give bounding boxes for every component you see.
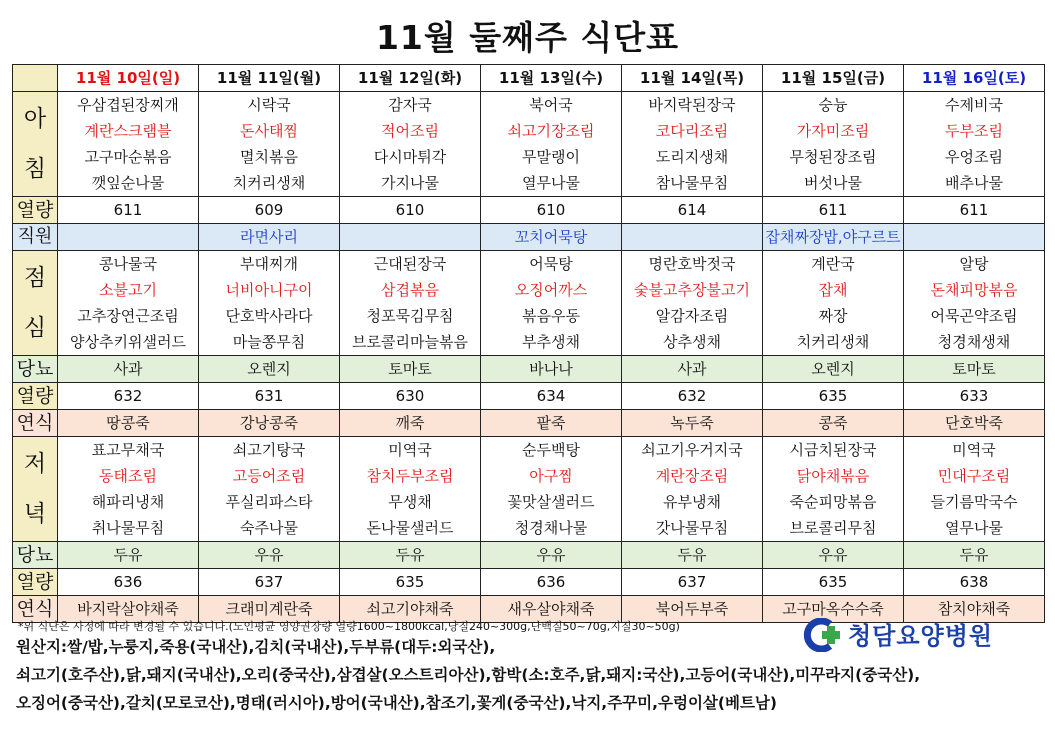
menu-item: 쇠고기장조림 — [507, 122, 595, 140]
breakfast-kcal-row-label: 열량 — [13, 197, 58, 224]
menu-item: 북어국 — [529, 96, 573, 114]
breakfast-kcal-row — [13, 197, 1045, 224]
menu-item: 순두백탕 — [522, 441, 580, 459]
menu-item: 우엉조림 — [945, 148, 1003, 166]
day-header: 11월 15일(금) — [763, 65, 904, 92]
kcal-value: 636 — [58, 569, 199, 596]
lunch-soft-row — [13, 410, 1045, 437]
hospital-logo — [800, 618, 1040, 652]
menu-item: 고등어조림 — [232, 467, 306, 485]
origin-line-1: 원산지:쌀/밥,누룽지,죽용(국내산),김치(국내산),두부류(대두:외국산), — [16, 638, 496, 656]
lunch-row-label: 점 심 — [13, 251, 58, 356]
diabetic-item: 오렌지 — [199, 356, 340, 383]
diabetic-item: 우유 — [763, 542, 904, 569]
kcal-value: 632 — [58, 383, 199, 410]
menu-item: 오징어까스 — [514, 281, 588, 299]
meal-cell — [58, 251, 199, 356]
hospital-name: 청담요양병원 — [848, 622, 994, 650]
menu-item: 멸치볶음 — [240, 148, 298, 166]
menu-item: 계란국 — [811, 255, 855, 273]
menu-item: 참나물무침 — [655, 174, 729, 192]
diabetic-item: 토마토 — [340, 356, 481, 383]
soft-item: 콩죽 — [763, 410, 904, 437]
soft-item: 팥죽 — [481, 410, 622, 437]
diabetic-item: 두유 — [904, 542, 1045, 569]
staff-item — [904, 224, 1045, 251]
menu-item: 근대된장국 — [373, 255, 447, 273]
menu-item: 명란호박젓국 — [648, 255, 736, 273]
diabetic-item: 사과 — [58, 356, 199, 383]
menu-item: 삼겹볶음 — [381, 281, 439, 299]
menu-item: 열무나물 — [945, 519, 1003, 537]
staff-item — [340, 224, 481, 251]
menu-item: 표고무채국 — [91, 441, 165, 459]
kcal-value: 632 — [622, 383, 763, 410]
meal-cell — [763, 437, 904, 542]
menu-item: 청포묵김무침 — [366, 307, 454, 325]
menu-item: 마늘쫑무침 — [232, 333, 306, 351]
diabetic-item: 오렌지 — [763, 356, 904, 383]
dinner-row — [13, 437, 1045, 542]
soft-item: 단호박죽 — [904, 410, 1045, 437]
menu-item: 부대찌개 — [240, 255, 298, 273]
menu-item: 무청된장조림 — [789, 148, 877, 166]
kcal-value: 638 — [904, 569, 1045, 596]
menu-item: 양상추키위샐러드 — [70, 333, 186, 351]
menu-item: 미역국 — [952, 441, 996, 459]
kcal-value: 631 — [199, 383, 340, 410]
kcal-value: 614 — [622, 197, 763, 224]
menu-item: 청경채생채 — [937, 333, 1011, 351]
staff-row-label: 직원 — [13, 224, 58, 251]
meal-cell — [904, 251, 1045, 356]
dinner-diabetic-row-label: 당뇨 — [13, 542, 58, 569]
menu-item: 돈사태찜 — [240, 122, 298, 140]
dinner-kcal-row-label: 열량 — [13, 569, 58, 596]
meal-cell — [58, 437, 199, 542]
kcal-value: 611 — [763, 197, 904, 224]
menu-item: 해파리냉채 — [91, 493, 165, 511]
diabetic-item: 두유 — [340, 542, 481, 569]
nutrition-note: *위 식단은 사정에 따라 변경될 수 있습니다.(노인평균 영양권장량 열량1600~1800kcal,당질240~300g,단백질50~70g,지질30~50g) — [18, 620, 680, 633]
kcal-value: 634 — [481, 383, 622, 410]
diabetic-item: 두유 — [622, 542, 763, 569]
meal-cell — [622, 437, 763, 542]
menu-item: 아구찜 — [529, 467, 573, 485]
kcal-value: 610 — [340, 197, 481, 224]
menu-item: 버섯나물 — [804, 174, 862, 192]
menu-item: 알감자조림 — [655, 307, 729, 325]
meal-cell — [622, 92, 763, 197]
menu-item: 두부조림 — [945, 122, 1003, 140]
menu-item: 브로콜리무침 — [789, 519, 877, 537]
menu-item: 참치두부조림 — [366, 467, 454, 485]
soft-item: 고구마옥수수죽 — [763, 596, 904, 623]
day-header: 11월 16일(토) — [904, 65, 1045, 92]
soft-item: 바지락살야채죽 — [58, 596, 199, 623]
soft-item: 깨죽 — [340, 410, 481, 437]
diabetic-item: 우유 — [481, 542, 622, 569]
staff-row — [13, 224, 1045, 251]
menu-item: 계란장조림 — [655, 467, 729, 485]
kcal-value: 611 — [904, 197, 1045, 224]
dinner-kcal-row — [13, 569, 1045, 596]
menu-item: 고추장연근조림 — [77, 307, 179, 325]
menu-item: 유부냉채 — [663, 493, 721, 511]
menu-item: 코다리조림 — [655, 122, 729, 140]
menu-item: 취나물무침 — [91, 519, 165, 537]
meal-cell — [904, 92, 1045, 197]
menu-item: 소불고기 — [99, 281, 157, 299]
diabetic-item: 바나나 — [481, 356, 622, 383]
menu-item: 적어조림 — [381, 122, 439, 140]
meal-cell — [904, 437, 1045, 542]
menu-item: 치커리생채 — [232, 174, 306, 192]
menu-item: 바지락된장국 — [648, 96, 736, 114]
kcal-value: 609 — [199, 197, 340, 224]
meal-cell — [481, 92, 622, 197]
meal-cell — [622, 251, 763, 356]
staff-item: 꼬치어묵탕 — [481, 224, 622, 251]
day-header: 11월 11일(월) — [199, 65, 340, 92]
menu-item: 닭야채볶음 — [796, 467, 870, 485]
menu-item: 콩나물국 — [99, 255, 157, 273]
menu-item: 민대구조림 — [937, 467, 1011, 485]
soft-item: 참치야채죽 — [904, 596, 1045, 623]
kcal-value: 635 — [763, 569, 904, 596]
menu-item: 배추나물 — [945, 174, 1003, 192]
menu-item: 들기름막국수 — [930, 493, 1018, 511]
staff-item — [58, 224, 199, 251]
diabetic-item: 두유 — [58, 542, 199, 569]
meal-cell — [340, 92, 481, 197]
hospital-logo-icon — [800, 618, 844, 652]
kcal-value: 635 — [763, 383, 904, 410]
menu-item: 갓나물무침 — [655, 519, 729, 537]
meal-cell — [763, 251, 904, 356]
menu-item: 고구마순볶음 — [84, 148, 172, 166]
menu-item: 브로콜리마늘볶음 — [352, 333, 468, 351]
soft-item: 녹두죽 — [622, 410, 763, 437]
menu-item: 무생채 — [388, 493, 432, 511]
meal-cell — [199, 92, 340, 197]
menu-item: 감자국 — [388, 96, 432, 114]
dinner-diabetic-row — [13, 542, 1045, 569]
meal-cell — [481, 251, 622, 356]
lunch-diabetic-row — [13, 356, 1045, 383]
kcal-value: 636 — [481, 569, 622, 596]
meal-cell — [58, 92, 199, 197]
menu-item: 쇠고기우거지국 — [641, 441, 743, 459]
menu-item: 푸실리파스타 — [225, 493, 313, 511]
menu-item: 돈나물샐러드 — [366, 519, 454, 537]
lunch-diabetic-row-label: 당뇨 — [13, 356, 58, 383]
menu-item: 가자미조림 — [796, 122, 870, 140]
meal-cell — [340, 251, 481, 356]
lunch-kcal-row-label: 열량 — [13, 383, 58, 410]
menu-item: 도리지생채 — [655, 148, 729, 166]
menu-item: 짜장 — [818, 307, 848, 325]
kcal-value: 610 — [481, 197, 622, 224]
menu-item: 볶음우동 — [522, 307, 580, 325]
kcal-value: 633 — [904, 383, 1045, 410]
menu-item: 가지나물 — [381, 174, 439, 192]
menu-item: 시금치된장국 — [789, 441, 877, 459]
origin-line-2: 쇠고기(호주산),닭,돼지(국내산),오리(중국산),삼겹살(오스트리아산),함박(소:호주,닭,돼지:국산),고등어(국내산),미꾸라지(중국산), — [16, 666, 921, 684]
diabetic-item: 사과 — [622, 356, 763, 383]
kcal-value: 611 — [58, 197, 199, 224]
soft-item: 쇠고기야채죽 — [340, 596, 481, 623]
kcal-value: 630 — [340, 383, 481, 410]
diabetic-item: 우유 — [199, 542, 340, 569]
meal-cell — [763, 92, 904, 197]
kcal-value: 637 — [622, 569, 763, 596]
menu-item: 숙주나물 — [240, 519, 298, 537]
menu-item: 잡채 — [818, 281, 848, 299]
soft-item: 북어두부죽 — [622, 596, 763, 623]
day-header: 11월 12일(화) — [340, 65, 481, 92]
menu-item: 미역국 — [388, 441, 432, 459]
menu-table — [12, 64, 1045, 623]
menu-item: 우삼겹된장찌개 — [77, 96, 179, 114]
menu-item: 계란스크램블 — [84, 122, 172, 140]
header-row — [13, 65, 1045, 92]
menu-item: 치커리생채 — [796, 333, 870, 351]
staff-item: 잡채짜장밥,야구르트 — [763, 224, 904, 251]
dinner-row-label: 저 녁 — [13, 437, 58, 542]
breakfast-row-label: 아 침 — [13, 92, 58, 197]
menu-item: 열무나물 — [522, 174, 580, 192]
menu-item: 어묵탕 — [529, 255, 573, 273]
menu-item: 부추생채 — [522, 333, 580, 351]
breakfast-row — [13, 92, 1045, 197]
menu-item: 상추생채 — [663, 333, 721, 351]
menu-item: 돈채피망볶음 — [930, 281, 1018, 299]
lunch-soft-row-label: 연식 — [13, 410, 58, 437]
meal-cell — [481, 437, 622, 542]
page-title: 11월 둘째주 식단표 — [375, 18, 680, 57]
lunch-kcal-row — [13, 383, 1045, 410]
soft-item: 땅콩죽 — [58, 410, 199, 437]
menu-item: 죽순피망볶음 — [789, 493, 877, 511]
lunch-row — [13, 251, 1045, 356]
origin-line-3: 오징어(중국산),갈치(모로코산),명태(러시아),방어(국내산),참조기,꽃게(중국산),낙지,주꾸미,우렁이살(베트남) — [16, 694, 777, 712]
diabetic-item: 토마토 — [904, 356, 1045, 383]
menu-item: 단호박사라다 — [225, 307, 313, 325]
menu-item: 쇠고기탕국 — [232, 441, 306, 459]
menu-item: 꽃맛살샐러드 — [507, 493, 595, 511]
menu-item: 어묵곤약조림 — [930, 307, 1018, 325]
kcal-value: 637 — [199, 569, 340, 596]
soft-item: 크래미계란죽 — [199, 596, 340, 623]
menu-item: 너비아니구이 — [225, 281, 313, 299]
kcal-value: 635 — [340, 569, 481, 596]
meal-cell — [199, 251, 340, 356]
menu-item: 알탕 — [959, 255, 989, 273]
menu-item: 깻잎순나물 — [91, 174, 165, 192]
day-header: 11월 13일(수) — [481, 65, 622, 92]
menu-item: 무말랭이 — [522, 148, 580, 166]
day-header: 11월 10일(일) — [58, 65, 199, 92]
dinner-soft-row-label: 연식 — [13, 596, 58, 623]
day-header: 11월 14일(목) — [622, 65, 763, 92]
menu-item: 수제비국 — [945, 96, 1003, 114]
staff-item — [622, 224, 763, 251]
soft-item: 새우살야채죽 — [481, 596, 622, 623]
menu-item: 청경채나물 — [514, 519, 588, 537]
menu-item: 시락국 — [247, 96, 291, 114]
menu-item: 숯불고추장불고기 — [634, 281, 750, 299]
meal-cell — [199, 437, 340, 542]
menu-item: 다시마튀각 — [373, 148, 447, 166]
soft-item: 강낭콩죽 — [199, 410, 340, 437]
header-corner — [13, 65, 58, 92]
staff-item: 라면사리 — [199, 224, 340, 251]
meal-cell — [340, 437, 481, 542]
menu-item: 숭늉 — [818, 96, 848, 114]
menu-item: 동태조림 — [99, 467, 157, 485]
